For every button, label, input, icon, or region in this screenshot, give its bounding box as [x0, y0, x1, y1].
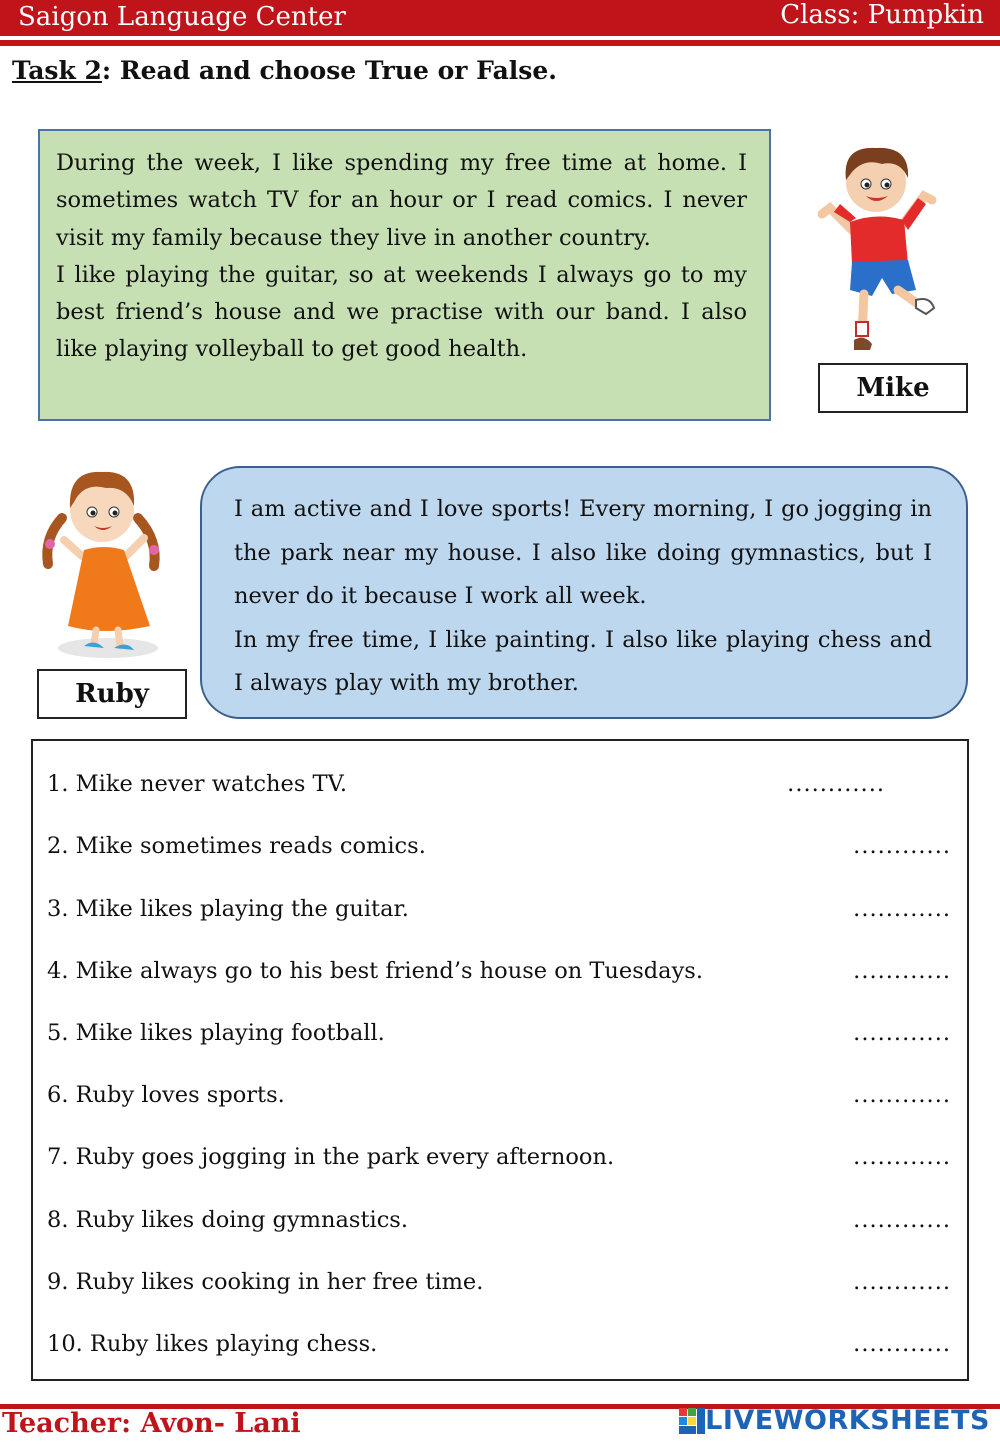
answer-blank[interactable]: ............	[853, 1207, 951, 1233]
mike-paragraph-2: I like playing the guitar, so at weekends I always go to my best friend’s house and we practise with our band. I also like playing volleyball to get good health.	[56, 261, 747, 363]
answer-blank[interactable]: ............	[853, 958, 951, 984]
question-row	[47, 833, 951, 873]
school-name: Saigon Language Center	[18, 2, 346, 32]
question-row	[47, 771, 947, 811]
mike-paragraph-1: During the week, I like spending my free time at home. I sometimes watch TV for an hour or I read comics. I never visit my family because they live in another country.	[56, 150, 747, 251]
teacher-name: Teacher: Avon- Lani	[2, 1408, 301, 1439]
answer-blank[interactable]: ............	[853, 1082, 951, 1108]
header-divider	[0, 40, 1000, 46]
question-text: 6. Ruby loves sports.	[47, 1082, 285, 1108]
ruby-illustration	[34, 458, 174, 664]
answer-blank[interactable]: ............	[853, 1144, 951, 1170]
question-text: 8. Ruby likes doing gymnastics.	[47, 1207, 408, 1233]
question-row	[47, 1020, 951, 1060]
question-row	[47, 1082, 951, 1122]
answer-blank[interactable]: ............	[853, 833, 951, 859]
question-text: 2. Mike sometimes reads comics.	[47, 833, 426, 859]
liveworksheets-icon	[679, 1408, 705, 1434]
answer-blank[interactable]: ............	[853, 896, 951, 922]
answer-blank[interactable]: ............	[853, 1331, 951, 1357]
ruby-paragraph-1: I am active and I love sports! Every morning, I go jogging in the park near my house. I also like doing gymnastics, but I never do it because I work all week.	[234, 496, 932, 609]
question-row	[47, 1269, 951, 1309]
ruby-paragraph-2: In my free time, I like painting. I also like playing chess and I always play with my brother.	[234, 626, 932, 696]
liveworksheets-logo[interactable]	[679, 1405, 990, 1436]
brand-text: LIVEWORKSHEETS	[705, 1405, 990, 1436]
ruby-name-label: Ruby	[37, 669, 187, 719]
question-text: 10. Ruby likes playing chess.	[47, 1331, 378, 1357]
task-number: Task 2	[12, 56, 102, 85]
header-bar	[0, 0, 1000, 36]
question-text: 1. Mike never watches TV.	[47, 771, 347, 797]
question-text: 3. Mike likes playing the guitar.	[47, 896, 409, 922]
question-row	[47, 1144, 951, 1184]
answer-blank[interactable]: ............	[853, 1020, 951, 1046]
question-text: 4. Mike always go to his best friend’s house on Tuesdays.	[47, 958, 703, 984]
question-text: 5. Mike likes playing football.	[47, 1020, 385, 1046]
mike-illustration	[812, 138, 942, 360]
mike-reading-box	[38, 129, 771, 421]
question-row	[47, 958, 951, 998]
question-row	[47, 896, 951, 936]
question-row	[47, 1331, 951, 1371]
class-label: Class: Pumpkin	[780, 0, 984, 30]
question-row	[47, 1207, 951, 1247]
question-text: 9. Ruby likes cooking in her free time.	[47, 1269, 484, 1295]
task-instruction: : Read and choose True or False.	[101, 56, 557, 85]
answer-blank[interactable]: ............	[787, 771, 885, 797]
question-text: 7. Ruby goes jogging in the park every afternoon.	[47, 1144, 615, 1170]
mike-name-label: Mike	[818, 363, 968, 413]
questions-box	[31, 739, 969, 1381]
ruby-reading-box	[200, 466, 968, 719]
answer-blank[interactable]: ............	[853, 1269, 951, 1295]
task-title	[12, 56, 557, 85]
